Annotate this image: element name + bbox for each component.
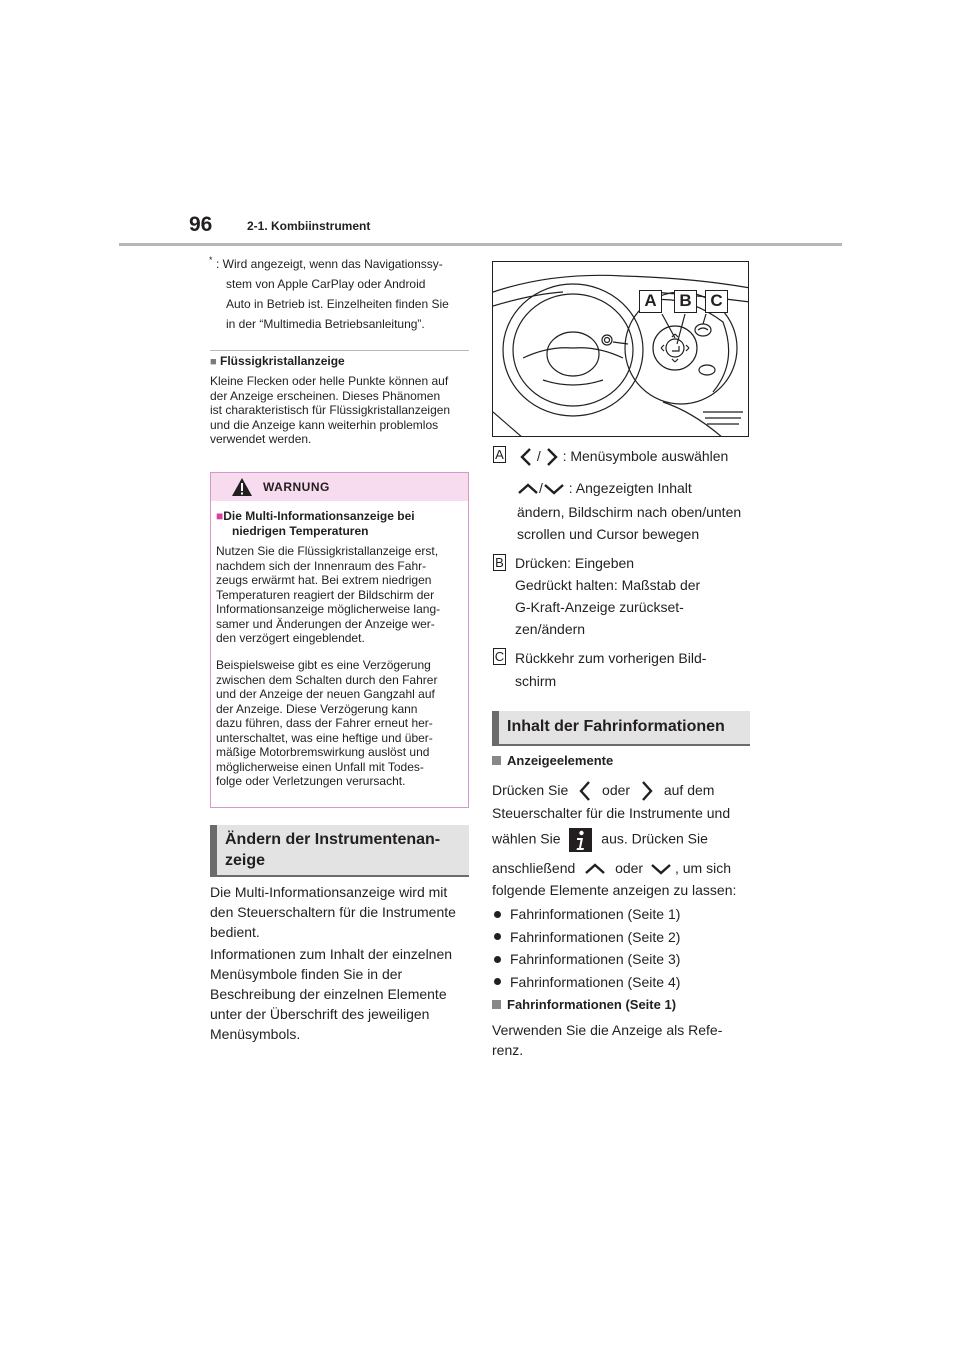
legend-text: schirm: [515, 673, 557, 689]
text-line: ist charakteristisch für Flüssigkristallanzeigen: [210, 403, 451, 417]
section-underline: [210, 875, 469, 877]
bullet-dot: [494, 933, 501, 940]
legend-c-text: [515, 647, 706, 693]
bullet-dot: [494, 978, 501, 985]
chevron-right-icon: [640, 780, 654, 802]
change-paragraph-2: [210, 944, 452, 1044]
callout-c: C: [705, 290, 728, 313]
page1-heading-text: Fahrinformationen (Seite 1): [507, 997, 677, 1012]
text-line: und die Anzeige kann weiterhin problemlos: [210, 417, 439, 432]
text-line: renz.: [492, 1042, 524, 1058]
page1-heading: [492, 997, 676, 1012]
text-line: Informationen zum Inhalt der einzelnen: [210, 946, 453, 962]
lcd-paragraph: [210, 374, 470, 447]
text-fragment: oder: [602, 782, 631, 798]
elements-heading: [492, 753, 613, 768]
text-line: Menüsymbole finden Sie in der: [210, 966, 403, 982]
list-item-text: Fahrinformationen (Seite 3): [510, 951, 681, 967]
legend-text: : Angezeigten Inhalt: [568, 480, 692, 496]
square-bullet: [492, 1000, 501, 1009]
legend-c-marker: C: [494, 649, 505, 664]
info-line-2: Steuerschalter für die Instrumente und: [492, 805, 731, 821]
text-line: der Anzeige erscheinen. Dieses Phänomen: [210, 388, 441, 403]
text-line: möglicherweise einen Unfall mit Todes-: [216, 759, 424, 774]
chevron-down-icon: [543, 483, 565, 495]
legend-text: : Menüsymbole auswählen: [562, 448, 729, 464]
info-line-1: [492, 780, 714, 802]
list-item-text: Fahrinformationen (Seite 4): [510, 973, 681, 990]
text-line: nachdem sich der Innenraum des Fahr-: [216, 558, 427, 573]
text-line: bedient.: [210, 924, 260, 940]
text-line: den verzögert eingeblendet.: [216, 631, 365, 645]
info-bullet-list: [494, 903, 680, 993]
text-line: Beispielsweise gibt es eine Verzögerung: [216, 658, 431, 672]
warning-paragraph-2: [216, 658, 437, 789]
info-line-3: [492, 828, 708, 852]
footnote-marker: *: [209, 255, 213, 265]
chevron-right-icon: [545, 447, 559, 467]
warning-heading: ■Die Multi-Informationsanzeige bei niedrigen Temperaturen: [216, 509, 415, 538]
section-heading-line: zeige: [225, 852, 266, 869]
info-icon: [569, 828, 592, 852]
section-heading-change: [210, 825, 469, 875]
text-line: dazu führen, dass der Fahrer erneut her-: [216, 716, 433, 730]
text-fragment: oder: [615, 860, 644, 876]
warning-label: WARNUNG: [263, 480, 330, 494]
page-number: 96: [189, 213, 213, 236]
chevron-down-icon: [650, 863, 672, 875]
legend-a-marker: A: [493, 446, 506, 463]
warning-paragraph-1: [216, 544, 440, 646]
warning-header: [211, 473, 468, 501]
legend-text: Gedrückt halten: Maßstab der: [515, 577, 701, 593]
lcd-heading: ■ Flüssigkristallanzeige: [210, 354, 345, 368]
legend-text: Rückkehr zum vorherigen Bild-: [515, 650, 707, 666]
text-line: unter der Überschrift des jeweiligen: [210, 1006, 430, 1022]
lcd-heading-text: Flüssigkristallanzeige: [220, 354, 345, 368]
header-rule: [119, 243, 842, 246]
info-line-4: [492, 858, 731, 878]
list-item: [494, 926, 680, 949]
text-line: Kleine Flecken oder helle Punkte können auf: [210, 374, 449, 388]
page1-paragraph: [492, 1020, 722, 1060]
steering-wheel-illustration: [492, 261, 749, 437]
chevron-left-icon: [578, 780, 592, 802]
warning-heading-line: niedrigen Temperaturen: [232, 524, 369, 538]
legend-text: G-Kraft-Anzeige zurückset-: [515, 599, 684, 615]
footnote-line: stem von Apple CarPlay oder Android: [226, 277, 426, 291]
text-line: Nutzen Sie die Flüssigkristallanzeige erst,: [216, 544, 439, 558]
text-fragment: Drücken Sie: [492, 782, 569, 798]
list-item-text: Fahrinformationen (Seite 1): [510, 906, 681, 922]
text-line: und der Anzeige der neuen Gangzahl auf: [216, 687, 435, 701]
list-item: [494, 948, 680, 971]
section-heading-info: Inhalt der Fahrinformationen: [492, 711, 750, 744]
text-line: unterschaltet, was eine heftige und über-: [216, 730, 433, 745]
text-line: Beschreibung der einzelnen Elemente: [210, 986, 447, 1002]
steering-wheel-drawing: [493, 262, 749, 437]
warning-heading-line: Die Multi-Informationsanzeige bei: [223, 509, 415, 523]
text-fragment: , um sich: [674, 860, 731, 876]
text-line: samer und Änderungen der Anzeige wer-: [216, 616, 435, 631]
footnote-line: : Wird angezeigt, wenn das Navigationssy-: [216, 257, 443, 271]
legend-a-line2: [517, 478, 692, 498]
legend-text: zen/ändern: [515, 621, 586, 637]
square-bullet: [492, 756, 501, 765]
list-item-text: Fahrinformationen (Seite 2): [510, 928, 681, 945]
info-line-5: folgende Elemente anzeigen zu lassen:: [492, 882, 737, 898]
text-line: Informationsanzeige möglicherweise lang-: [216, 602, 441, 616]
bullet-dot: [494, 911, 501, 918]
elements-heading-text: Anzeigeelemente: [507, 753, 614, 768]
warning-box: [210, 472, 469, 808]
list-item: [494, 903, 680, 926]
separator: /: [536, 448, 541, 464]
text-fragment: wählen Sie: [492, 830, 561, 847]
callout-b: B: [674, 290, 697, 313]
footnote: [209, 254, 471, 334]
text-fragment: anschließend: [492, 860, 576, 876]
text-line: Temperaturen reagiert der Bildschirm der: [216, 587, 435, 602]
callout-a: A: [639, 290, 662, 313]
legend-a-line1: [519, 446, 728, 467]
legend-a-line3: ändern, Bildschirm nach oben/unten: [517, 504, 742, 520]
chevron-left-icon: [519, 447, 533, 467]
text-line: Verwenden Sie die Anzeige als Refe-: [492, 1022, 723, 1038]
text-line: zwischen dem Schalten durch den Fahrer: [216, 672, 438, 687]
footnote-line: Auto in Betrieb ist. Einzelheiten finden Sie: [226, 297, 449, 311]
text-line: Menüsymbols.: [210, 1026, 301, 1042]
legend-b-text: [515, 552, 700, 640]
legend-a-line4: scrollen und Cursor bewegen: [517, 526, 700, 542]
text-line: mäßige Motorbremswirkung auslöst und: [216, 745, 430, 759]
chevron-up-icon: [517, 483, 539, 495]
section-heading-line: Ändern der Instrumentenan-: [225, 831, 441, 848]
text-line: Die Multi-Informationsanzeige wird mit: [210, 884, 448, 900]
list-item: [494, 971, 680, 994]
footnote-line: in der “Multimedia Betriebsanleitung”.: [226, 317, 425, 331]
legend-b-marker: B: [493, 554, 506, 571]
separator: /: [539, 480, 543, 496]
legend-text: Drücken: Eingeben: [515, 555, 635, 571]
divider: [210, 350, 469, 351]
section-underline: [492, 744, 750, 746]
text-fragment: aus. Drücken Sie: [601, 830, 708, 847]
change-paragraph-1: [210, 882, 456, 942]
section-title: 2-1. Kombiinstrument: [247, 219, 371, 233]
bullet-dot: [494, 956, 501, 963]
warning-triangle-icon: [231, 477, 253, 497]
text-line: zeugs erwärmt hat. Bei extrem niedrigen: [216, 573, 432, 587]
text-fragment: auf dem: [663, 782, 715, 798]
chevron-up-icon: [584, 863, 606, 875]
text-line: folge oder Verletzungen verursacht.: [216, 774, 406, 788]
text-line: den Steuerschaltern für die Instrumente: [210, 904, 456, 920]
text-line: verwendet werden.: [210, 432, 312, 446]
text-line: der Anzeige. Diese Verzögerung kann: [216, 701, 418, 716]
